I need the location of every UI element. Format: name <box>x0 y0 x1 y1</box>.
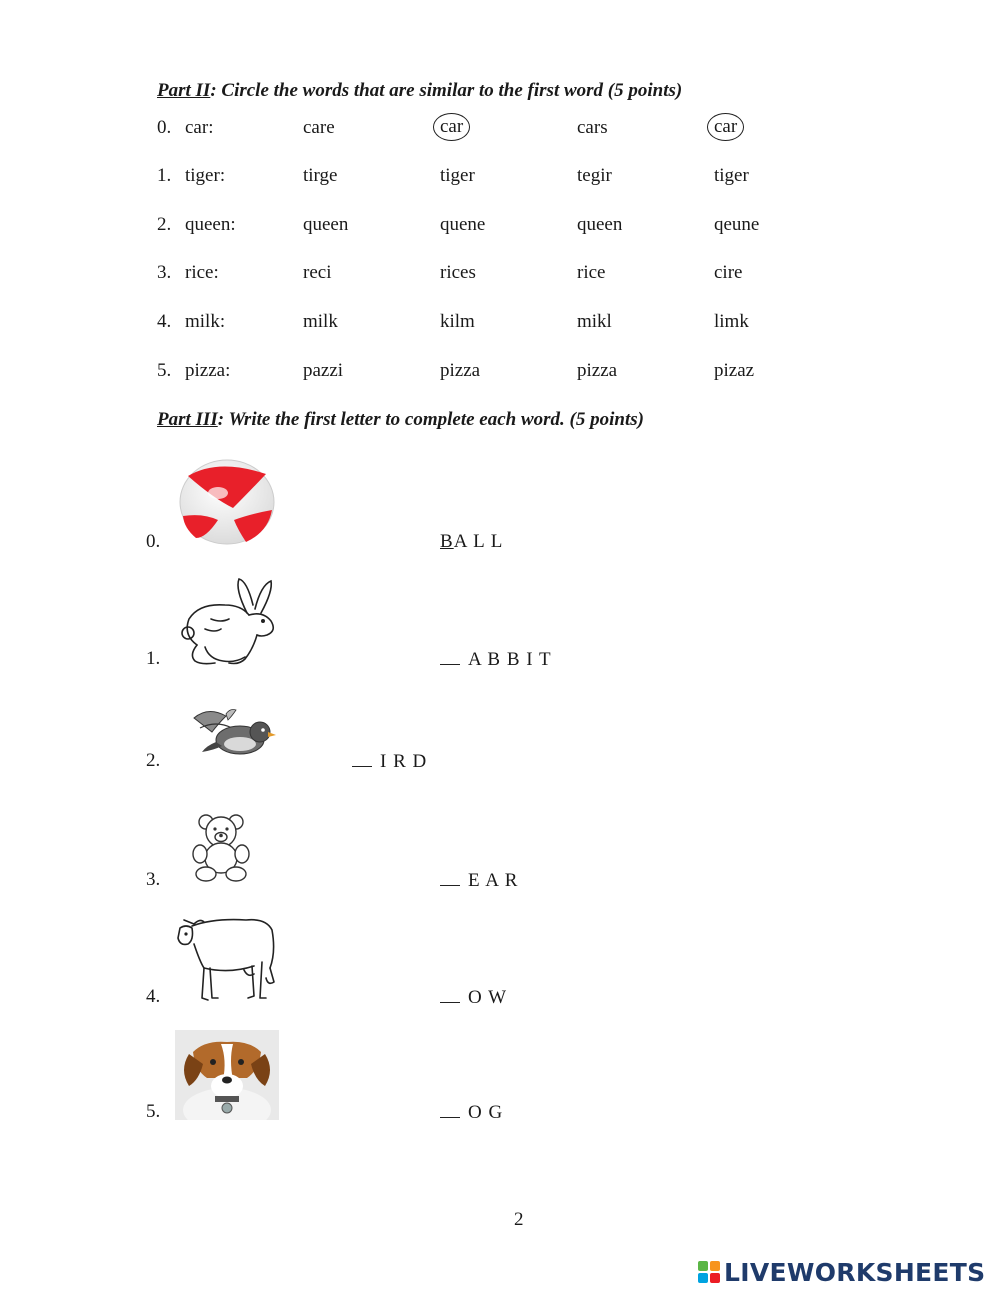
liveworksheets-logo[interactable] <box>698 1254 985 1290</box>
choice-word[interactable]: limk <box>714 311 749 332</box>
choice-word[interactable]: queen <box>577 214 623 235</box>
part2-row-5 <box>0 360 1000 390</box>
choice-word[interactable]: pazzi <box>303 360 344 381</box>
item-number: 2. <box>146 750 161 771</box>
choice-word[interactable]: milk <box>303 311 338 332</box>
word-rest: I R D <box>380 751 428 772</box>
choice-word[interactable]: reci <box>303 262 332 283</box>
page-number: 2 <box>514 1209 524 1230</box>
row-number: 3. <box>157 262 172 283</box>
choice-word[interactable]: quene <box>440 214 486 235</box>
item-number: 3. <box>146 869 161 890</box>
choice-word[interactable]: qeune <box>714 214 760 235</box>
choice-word[interactable]: rices <box>440 262 476 283</box>
dog-photo <box>175 1030 279 1120</box>
item-number: 1. <box>146 648 161 669</box>
part2-label: Part II <box>157 80 211 101</box>
logo-text: LIVEWORKSHEETS <box>724 1257 986 1287</box>
word-rabbit <box>440 648 552 671</box>
target-word: rice: <box>185 262 219 283</box>
word-cow <box>440 986 507 1009</box>
answer-blank[interactable] <box>440 1101 460 1118</box>
choice-word[interactable]: kilm <box>440 311 475 332</box>
part2-row-3 <box>0 262 1000 292</box>
cow-image <box>174 912 280 1004</box>
word-rest: A B B I T <box>468 649 552 670</box>
logo-block <box>710 1261 720 1271</box>
word-rest: O G <box>468 1102 504 1123</box>
bird-image <box>188 702 278 762</box>
part2-row-0 <box>0 117 1000 147</box>
word-rest: O W <box>468 987 508 1008</box>
part2-instruction: : Circle the words that are similar to the first word (5 points) <box>210 80 683 101</box>
part2-heading <box>157 80 682 102</box>
part2-row-4 <box>0 311 1000 341</box>
choice-word[interactable]: cars <box>577 117 608 138</box>
choice-word[interactable]: care <box>303 117 335 138</box>
word-bird <box>352 750 427 773</box>
choice-word[interactable]: tirge <box>303 165 338 186</box>
choice-word[interactable]: cire <box>714 262 743 283</box>
logo-block <box>698 1261 708 1271</box>
choice-word[interactable]: tegir <box>577 165 612 186</box>
item-number: 0. <box>146 531 161 552</box>
rabbit-image <box>175 575 280 670</box>
part3-heading <box>157 409 644 431</box>
row-number: 5. <box>157 360 172 381</box>
row-number: 1. <box>157 165 172 186</box>
choice-word[interactable]: rice <box>577 262 606 283</box>
choice-word[interactable]: tiger <box>440 165 475 186</box>
choice-word-circled[interactable]: car <box>707 113 744 141</box>
target-word: car: <box>185 117 214 138</box>
part2-row-2 <box>0 214 1000 244</box>
choice-word[interactable]: mikl <box>577 311 612 332</box>
word-rest: A L L <box>453 531 504 552</box>
part3-label: Part III <box>157 409 218 430</box>
item-number: 5. <box>146 1101 161 1122</box>
choice-word-circled[interactable]: car <box>433 113 470 141</box>
answer-blank[interactable] <box>440 648 460 665</box>
target-word: tiger: <box>185 165 226 186</box>
item-number: 4. <box>146 986 161 1007</box>
word-dog <box>440 1101 503 1124</box>
choice-word[interactable]: pizza <box>577 360 618 381</box>
answer-blank[interactable] <box>440 986 460 1003</box>
choice-word[interactable]: queen <box>303 214 349 235</box>
word-rest: E A R <box>468 870 519 891</box>
choice-word[interactable]: pizza <box>440 360 481 381</box>
choice-word[interactable]: tiger <box>714 165 749 186</box>
word-ball <box>440 531 503 553</box>
row-number: 0. <box>157 117 172 138</box>
target-word: pizza: <box>185 360 231 381</box>
answer-blank[interactable] <box>440 869 460 886</box>
teddy-bear-image <box>186 812 258 884</box>
part3-instruction: : Write the first letter to complete each word. (5 points) <box>217 409 644 430</box>
row-number: 4. <box>157 311 172 332</box>
answer-blank[interactable] <box>352 750 372 767</box>
word-bear <box>440 869 518 892</box>
part2-row-1 <box>0 165 1000 195</box>
target-word: milk: <box>185 311 226 332</box>
target-word: queen: <box>185 214 236 235</box>
row-number: 2. <box>157 214 172 235</box>
filled-letter[interactable]: B <box>440 531 454 552</box>
logo-blocks-icon <box>698 1261 720 1283</box>
beach-ball-image <box>178 458 276 546</box>
choice-word[interactable]: pizaz <box>714 360 755 381</box>
logo-block <box>698 1273 708 1283</box>
logo-block <box>710 1273 720 1283</box>
